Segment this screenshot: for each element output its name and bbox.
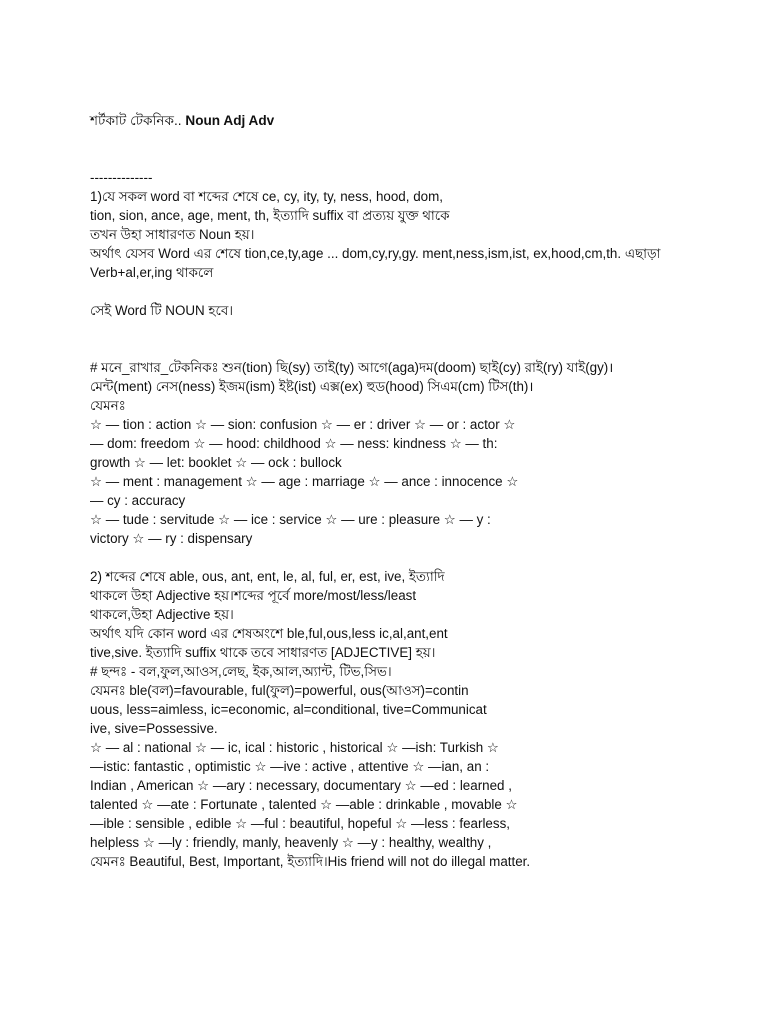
adjective-line: Indian , American ☆ —ary : necessary, documentary ☆ —ed : learned , [90, 778, 512, 793]
adjective-line: —istic: fantastic , optimistic ☆ —ive : active , attentive ☆ —ian, an : [90, 759, 490, 774]
mnemonic-section [90, 358, 760, 548]
title-bold: Noun Adj Adv [185, 113, 275, 128]
example-line: ☆ — ment : management ☆ — age : marriage ☆ — ance : innocence ☆ [90, 474, 519, 489]
adjective-line: থাকলে,উহা Adjective হয়। [90, 607, 234, 622]
example-line: ☆ — tude : servitude ☆ — ice : service ☆ — ure : pleasure ☆ — y : [90, 512, 491, 527]
spacer [90, 320, 760, 339]
adjective-line: ive, sive=Possessive. [90, 721, 218, 736]
noun-section [90, 168, 760, 282]
adjective-line: —ible : sensible , edible ☆ —ful : beautiful, hopeful ☆ —less : fearless, [90, 816, 510, 831]
adjective-line: যেমনঃ ble(বল)=favourable, ful(ফুল)=powerful, ous(আওস)=contin [90, 683, 469, 698]
spacer [90, 339, 760, 358]
example-line: growth ☆ — let: booklet ☆ — ock : bullock [90, 455, 342, 470]
spacer [90, 149, 760, 168]
document-title [90, 111, 760, 130]
adjective-section [90, 567, 760, 871]
document-page [90, 111, 760, 871]
adjective-line: # ছন্দঃ - বল,ফুল,আওস,লেছ, ইক,আল,অ্যান্ট, টিভ,সিভ। [90, 664, 392, 679]
example-line: — dom: freedom ☆ — hood: childhood ☆ — ness: kindness ☆ — th: [90, 436, 498, 451]
example-heading: যেমনঃ [90, 398, 126, 413]
adjective-line: ☆ — al : national ☆ — ic, ical : historic , historical ☆ —ish: Turkish ☆ [90, 740, 499, 755]
noun-conclusion: সেই Word টি NOUN হবে। [90, 303, 234, 318]
noun-rule-line: tion, sion, ance, age, ment, th, ইত্যাদি suffix বা প্রত্যয় যুক্ত থাকে [90, 208, 450, 223]
noun-rule-line: অর্থাৎ যেসব Word এর শেষে tion,ce,ty,age ... dom,cy,ry,gy. ment,ness,ism,ist, ex,hood,cm,th. এছাড়া [90, 246, 661, 261]
title-prefix: শর্টকাট টেকনিক.. [90, 113, 186, 128]
spacer [90, 548, 760, 567]
mnemonic-line: # মনে_রাখার_টেকনিকঃ শুন(tion) ছি(sy) তাই(ty) আগে(aga)দম(doom) ছাই(cy) রাই(ry) যাই(gy)। [90, 360, 614, 375]
adjective-line: অর্থাৎ যদি কোন word এর শেষঅংশে ble,ful,ous,less ic,al,ant,ent [90, 626, 448, 641]
adjective-line: uous, less=aimless, ic=economic, al=conditional, tive=Communicat [90, 702, 487, 717]
noun-rule-line: তখন উহা সাধারণত Noun হয়। [90, 227, 255, 242]
example-line: — cy : accuracy [90, 493, 186, 508]
example-line: victory ☆ — ry : dispensary [90, 531, 253, 546]
noun-rule-line: 1)যে সকল word বা শব্দের শেষে ce, cy, ity, ty, ness, hood, dom, [90, 189, 443, 204]
noun-rule-line: Verb+al,er,ing থাকলে [90, 265, 214, 280]
mnemonic-line: মেন্ট(ment) নেস(ness) ইজম(ism) ইষ্ট(ist) এক্স(ex) হুড(hood) সিএম(cm) টিস(th)। [90, 379, 534, 394]
example-line: ☆ — tion : action ☆ — sion: confusion ☆ — er : driver ☆ — or : actor ☆ [90, 417, 516, 432]
adjective-line: 2) শব্দের শেষে able, ous, ant, ent, le, al, ful, er, est, ive, ইত্যাদি [90, 569, 445, 584]
adjective-line: talented ☆ —ate : Fortunate , talented ☆ —able : drinkable , movable ☆ [90, 797, 518, 812]
adjective-line: থাকলে উহা Adjective হয়।শব্দের পূর্বে more/most/less/least [90, 588, 417, 603]
spacer [90, 282, 760, 301]
adjective-line: tive,sive. ইত্যাদি suffix থাকে তবে সাধারণত [ADJECTIVE] হয়। [90, 645, 436, 660]
adjective-line: যেমনঃ Beautiful, Best, Important, ইত্যাদি।His friend will not do illegal matter. [90, 854, 531, 869]
adjective-line: helpless ☆ —ly : friendly, manly, heavenly ☆ —y : healthy, wealthy , [90, 835, 492, 850]
divider-text: -------------- [90, 170, 153, 185]
spacer [90, 130, 760, 149]
